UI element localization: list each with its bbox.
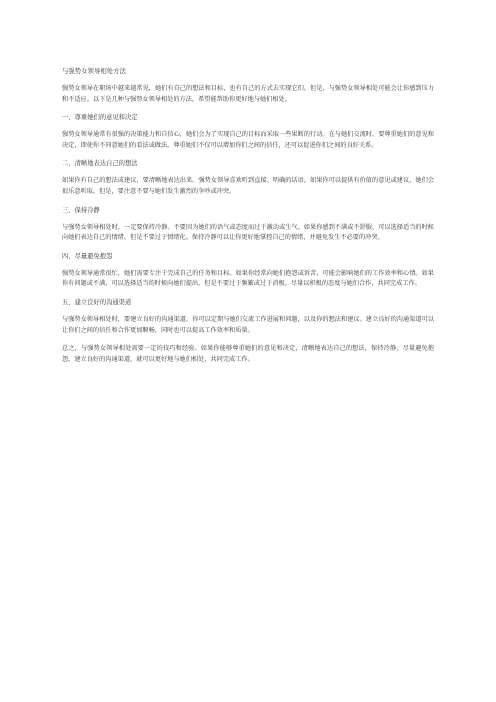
section-body-2: 如果你有自己的想法或建议，要清晰地表达出来。强势女领导喜欢听到直接、明确的话语。如果你可以提供有价值的意见或建议，她们会很乐意听取。但是，要注意不要与她们发生激烈的争吵或冲突。 <box>62 177 434 195</box>
conclusion-paragraph: 总之，与强势女领导相处需要一定的技巧和经验。如果你能够尊重她们的意见和决定，清晰地表达自己的想法，保持冷静，尽量避免抱怨，建立良好的沟通渠道，就可以更好地与她们相处，共同完成工作。 <box>62 345 434 363</box>
section-body-4: 强势女领导通常很忙，她们需要专注于完成自己的任务和目标。如果你经常向她们抱怨或诉苦，可能会影响她们的工作效率和心情。如果你有问题或不满，可以选择适当的时候向她们提出，但是不要过于频繁或过于消极。尽量以积极的态度与她们合作，共同完成工作。 <box>62 269 434 288</box>
section-body-1: 强势女领导通常有很强的决策能力和自信心，她们会为了实现自己的目标而采取一些果断的行动。在与她们交流时，要尊重她们的意见和决定，即使你不同意她们的看法或做法。尊重她们不仅可以增加你们之间的信任，还可以促进你们之间的良好关系。 <box>62 131 434 149</box>
section-body-5: 与强势女领导相处时，要建立良好的沟通渠道。你可以定期与她们交流工作进展和问题，以及你的想法和建议。建立良好的沟通渠道可以让你们之间的信任和合作更加顺畅，同时也可以提高工作效率和质量。 <box>62 315 434 334</box>
document-title: 与强势女领导相处方法 <box>62 67 126 75</box>
section-heading-2: 二、清晰地表达自己的想法 <box>62 160 138 168</box>
section-heading-5: 五、建立良好的沟通渠道 <box>62 298 132 306</box>
section-heading-3: 三、保持冷静 <box>62 206 100 214</box>
document-page <box>62 66 434 373</box>
section-heading-4: 四、尽量避免抱怨 <box>62 252 113 260</box>
section-heading-1: 一、尊重她们的意见和决定 <box>62 114 138 122</box>
section-body-3: 与强势女领导相处时，一定要保持冷静。不要因为她们的语气或态度而过于激动或生气。如果你感到不满或不舒服，可以选择适当的时候向她们表达自己的情绪，但是不要过于情绪化。保持冷静可以让你更好地掌控自己的情绪，并避免发生不必要的冲突。 <box>62 223 434 242</box>
intro-paragraph: 强势女领导在职场中越来越常见，她们有自己的想法和目标，也有自己的方式去实现它们。但是，与强势女领导相处可能会让你感到压力和不适应。以下是几种与强势女领导相处的方法，希望能帮助你更好地与她们相处。 <box>62 85 434 103</box>
